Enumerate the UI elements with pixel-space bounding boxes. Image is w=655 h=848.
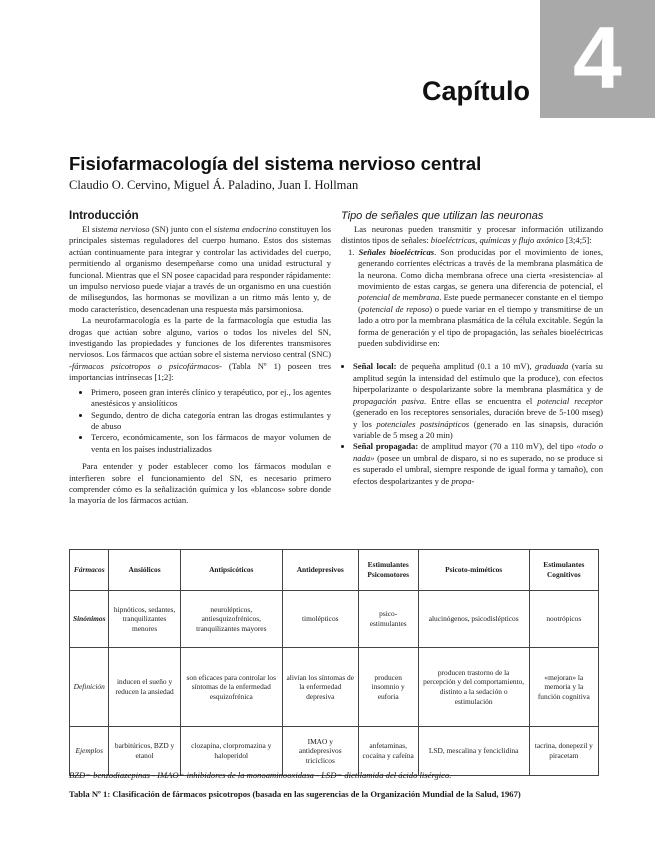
table-header-row — [70, 550, 599, 591]
intro-paragraph-3: Para entender y poder establecer como los fármacos modulan e interfieren sobre el funcionamiento del SN, es necesario primero comprender cómo es la señalización química y los «blancos» sobre donde la mayoría de los fármacos actúan. — [69, 461, 331, 506]
intro-bullet-list — [69, 387, 331, 455]
table-cell: anfetaminas, cocaína y cafeína — [358, 727, 418, 776]
table-cell: alivian los síntomas de la enfermedad depresiva — [282, 648, 358, 727]
table-cell: alucinógenos, psicodislépticos — [418, 591, 529, 648]
table-cell: son eficaces para controlar los síntomas de la enfermedad esquizofrénica — [180, 648, 282, 727]
left-column — [69, 209, 331, 507]
list-item: • Segundo, dentro de dicha categoría entran las drogas estimulantes y de abuso — [91, 410, 331, 433]
table-cell: LSD, mescalina y fenciclidina — [418, 727, 529, 776]
list-item: • Tercero, económicamente, son los fármacos de mayor volumen de venta en los países industrializados — [91, 432, 331, 455]
table-cell: «mejoran» la memoria y la función cognitiva — [529, 648, 598, 727]
list-item: • Primero, poseen gran interés clínico y terapéutico, por ej., los agentes anestésicos y ansiolíticos — [91, 387, 331, 410]
chapter-number: 4 — [573, 8, 622, 107]
table-cell: timolépticos — [282, 591, 358, 648]
row-header: Definición — [70, 648, 109, 727]
table-cell: inducen el sueño y reducen la ansiedad — [109, 648, 180, 727]
tipos-paragraph-1: Las neuronas pueden transmitir y procesar información utilizando distintos tipos de señales: bioeléctricas, químicas y flujo axónico [3;4;5]: — [341, 224, 603, 246]
table-header-cell: Antidepresivos — [282, 550, 358, 591]
table-header-cell: Antipsicóticos — [180, 550, 282, 591]
table-caption: Tabla Nº 1: Clasificación de fármacos psicotropos (basada en las sugerencias de la Organización Mundial de la Salud, 1967) — [69, 789, 521, 799]
table-header-cell: Psicoto-miméticos — [418, 550, 529, 591]
signal-bullet-list — [341, 361, 603, 486]
table-cell: producen trastorno de la percepción y del comportamiento, distinto a la sedación o estimulación — [418, 648, 529, 727]
table-cell: clozapina, clorpromazina y haloperidol — [180, 727, 282, 776]
table-cell: neurolépticos, antiesquizofrénicos, tranquilizantes mayores — [180, 591, 282, 648]
authors: Claudio O. Cervino, Miguel Á. Paladino, Juan I. Hollman — [69, 178, 359, 192]
right-column — [341, 209, 603, 487]
list-item: • Señal local: de pequeña amplitud (0.1 a 10 mV), graduada (varía su amplitud según la intensidad del estímulo que la produce), con efectos hiperpolarizante o despolarizante sobre la membrana plasmática y de propagación pasiva. Entre ellas se encuentra el potencial receptor (generado en los receptores sensoriales, duración breve de 5-100 mseg) y los potenciales postsinápticos (generado en las sinapsis, duración variable de 5 mseg a 20 min) — [353, 361, 603, 441]
table-header-cell: Estimulantes Psicomotores — [358, 550, 418, 591]
table-cell: IMAO y antidepresivos tricíclicos — [282, 727, 358, 776]
intro-heading: Introducción — [69, 210, 139, 222]
page-title: Fisiofarmacología del sistema nervioso central — [69, 153, 482, 174]
table-cell: nootrópicos — [529, 591, 598, 648]
row-header: Sinónimos — [70, 591, 109, 648]
intro-paragraph-2: La neurofarmacología es la parte de la farmacología que estudia las drogas que actúan sobre alguno, varios o todos los niveles del SN, investigando las propiedades y funciones de los diferentes transmisores nerviosos. Los fármacos que actúan sobre el sistema nervioso central (SNC) -fármacos psicotropos o psicofármacos- (Tabla Nº 1) poseen tres importancias intrínsecas [1;2]: — [69, 315, 331, 383]
table-cell: tacrina, donepezil y piracetam — [529, 727, 598, 776]
list-item: • Señal propagada: de amplitud mayor (70 a 110 mV), del tipo «todo o nada» (posee un umbral de disparo, si no es superado, no se produce si es superado el umbral, siempre responde de igual forma y tamaño), con efectos despolarizantes y de propa- — [353, 441, 603, 487]
intro-paragraph-1: El sistema nervioso (SN) junto con el sistema endocrino constituyen los principales sistemas reguladores del cuerpo humano. Estos dos sistemas actúan continuamente para integrar y controlar las actividades del cuerpo, permitiendo al organismo desempeñarse como una unidad estructural y funcional. Mientras que el SN posee capacidad para responder rápidamente: un impulso nervioso puede viajar a través de un organismo en una cuestión de milisegundos, las hormonas se movilizan a un ritmo más lento y, de modo característico, desencadenan una respuesta más parsimoniosa. — [69, 224, 331, 314]
table-header-cell: Fármacos — [70, 550, 109, 591]
table-cell: hipnóticos, sedantes, tranquilizantes menores — [109, 591, 180, 648]
psychotropic-classification-table — [69, 549, 599, 776]
table-header-cell: Ansiólicos — [109, 550, 180, 591]
numbered-item-1: 1. Señales bioeléctricas. Son producidas por el movimiento de iones, generando corrientes eléctricas a través de la membrana plasmática de la neurona. Como dicha membrana ofrece una cierta «resistencia» al movimiento de estas cargas, se genera una diferencia de potencial, el potencial de membrana. Este puede permanecer constante en el tiempo (potencial de reposo) o puede variar en el tiempo y transmitirse de un lado a otro por la membrana plasmática de la célula excitable. Según la forma de generación y el tipo de propagación, las señales bioeléctricas pueden subdividirse en: — [348, 246, 603, 349]
section-heading: Tipo de señales que utilizan las neuronas — [341, 210, 544, 222]
table-row — [70, 648, 599, 727]
table-cell: psico-estimulantes — [358, 591, 418, 648]
table-row — [70, 591, 599, 648]
table-footnote: BZD= benzodiazepinas - IMAO= inhibidores de la monoaminooxidasa - LSD= dietilamida del ácido lisérgico. — [69, 770, 452, 780]
row-header: Ejemplos — [70, 727, 109, 776]
chapter-label: Capítulo — [422, 76, 530, 106]
table-row — [70, 727, 599, 776]
table-header-cell: Estimulantes Cognitivos — [529, 550, 598, 591]
table-cell: barbitúricos, BZD y etanol — [109, 727, 180, 776]
table-cell: producen insomnio y euforia — [358, 648, 418, 727]
